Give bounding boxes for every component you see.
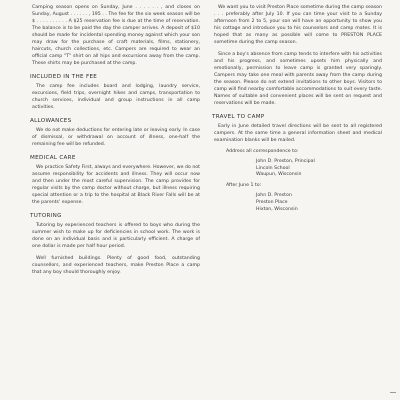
address-line: John D. Preston, Principal (256, 158, 315, 164)
section-paragraph: Tutoring by experienced teachers is offered to boys who during the summer wish to make up for deficiencies in school work. The work is done on an individual basis and is particularly efficient. A charge of one dollar is made per half hour period. (32, 223, 200, 249)
section-included (32, 74, 200, 111)
section-travel (214, 114, 382, 144)
section-heading: TUTORING (30, 213, 62, 219)
section-tutoring (32, 213, 200, 276)
right-column (214, 4, 382, 213)
address-title: Address all correspondence to: (226, 149, 299, 154)
absence-paragraph: Since a boy's absence from camp tends to interfere with his activities and his progress, and sometimes upsets him physically and emotionally, permission to leave camp is granted very sparingly. Campers may take one meal with parents away from the camp during the season. Please do not extend invitations to other boys. Visitors to camp will find nearby comfortable accommodations to suit every taste. Names of suitable and convenient places will be sent on request and reservations will be made. (214, 52, 382, 106)
section-paragraph: Early in June detailed travel directions will be sent to all registered campers. At the same time a general information sheet and medical examination blanks will be mailed. (214, 124, 382, 143)
section-medical-care (32, 155, 200, 206)
address-line: Waupun, Wisconsin (256, 172, 302, 178)
page-edge-mark (390, 392, 396, 393)
address-line: Preston Place (256, 199, 288, 205)
left-column (32, 4, 200, 281)
section-paragraph: We practice Safety First, always and everywhere. However, we do not assume responsibility for accidents and illness. They will occur now and then under the most careful supervision. The camp provides for regular visits by the camp doctor without charge, but illness requiring special attention or a trip to the hospital at Black River Falls will be at the parents' expense. (32, 165, 200, 205)
section-heading: MEDICAL CARE (30, 155, 76, 161)
address-line: Lincoln School (256, 165, 290, 171)
section-heading: INCLUDED IN THE FEE (30, 74, 98, 80)
section-paragraph: Well furnished buildings. Plenty of good food, outstanding counsellors, and experienced teachers, make Preston Place a camp that any boy should thoroughly enjoy. (32, 256, 200, 275)
section-heading: TRAVEL TO CAMP (212, 114, 265, 120)
section-allowances (32, 118, 200, 148)
section-paragraph: The camp fee includes board and lodging, laundry service, excursions, field trips, overnight hikes and camps, transportation to church services, individual and group instructions in all camp activities. (32, 84, 200, 110)
visit-paragraph: We want you to visit Preston Place sometime during the camp season . . . preferably after July 10. If you can time your visit to a Sunday afternoon from 2 to 5, your son will have an opportunity to show you his cottage and introduce you to his counselors and camp mates. It is hoped that as many as possible will come to PRESTON PLACE sometime during the camp season. (214, 5, 382, 45)
address-block (226, 149, 382, 213)
address-line: Hixton, Wisconsin (256, 206, 298, 212)
address-line: John D. Preston (256, 192, 292, 198)
intro-paragraph: Camping season opens on Sunday, June . . . . . . , and closes on Sunday, August . . . . . . , 195 . . The fee for the six week season will be $ . . . . . . . . . . A $25 reservation fee is due at the time of reservation. The balance is to be paid the day the camper arrives. A deposit of $10 should be made for incidental spending money against which your son may draw for the purchase of craft materials, films, stationery, haircuts, church collections, etc. Campers are required to wear an official camp "T" shirt on all hips and excursions away from the camp. These shirts may be purchased at the camp. (32, 5, 200, 66)
after-june-lines (256, 193, 382, 213)
section-heading: ALLOWANCES (30, 118, 72, 124)
section-paragraph: We do not make deductions for entering late or leaving early. In case of dismissal, or withdrawal on account of illness, one-half the remaining fee will be refunded. (32, 128, 200, 147)
after-june-title: After June 1 to: (226, 183, 262, 189)
address-lines (256, 159, 382, 179)
